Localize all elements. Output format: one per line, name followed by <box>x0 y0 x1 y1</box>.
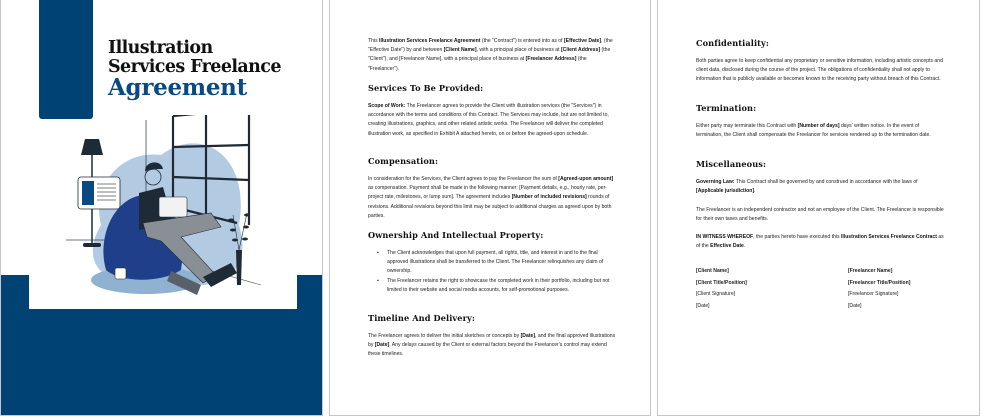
client-title-field: [Client Title/Position] <box>696 279 747 286</box>
text: , the parties hereto have executed this <box>753 234 841 240</box>
scope-label: Scope of Work: <box>368 103 406 109</box>
contract-page-2 <box>329 0 651 416</box>
cover-navy-tab <box>39 0 93 119</box>
governing-law-paragraph <box>696 178 946 196</box>
placeholder-freelancer-address: [Freelancer Address] <box>525 56 577 63</box>
governing-law-label: Governing Law: <box>696 179 735 185</box>
freelancer-signature-block <box>848 266 910 312</box>
text: days' written notice. In the event of termination, the Client shall compensate the Freelancer for services rendered up to the termination date. <box>696 123 931 139</box>
heading-services: Services To Be Provided: <box>368 83 484 93</box>
timeline-paragraph <box>368 332 618 360</box>
text: The Freelancer agrees to provide the Client with illustration services (the "Services") in accordance with the terms and conditions of this Contract. The Services may include, but are not limited to, creating illustrations, graphics, and other related artistic works. The Freelancer will deliver the completed illustration work, as specified in Exhibit A attached hereto, on or before the agreed-upon schedule. <box>368 103 609 137</box>
bullet-text: The Client acknowledges that upon full payment, all rights, title, and interest in and to the final approved illustrations shall be transferred to the Client. The Freelancer relinquishes any claim of ownership. <box>387 250 604 275</box>
placeholder-days: [Number of days] <box>797 123 840 129</box>
confidentiality-paragraph <box>696 57 946 85</box>
cover-title-line3: Agreement <box>108 74 247 101</box>
placeholder-client-name: [Client Name] <box>443 47 477 54</box>
cover-title-line2: Services Freelance <box>108 57 281 77</box>
placeholder-client-address: [Client Address] <box>560 47 601 54</box>
heading-termination: Termination: <box>696 103 757 113</box>
text: Either party may terminate this Contract with <box>696 123 798 129</box>
client-signature-block <box>696 266 747 312</box>
text: , and the final approved illustrations by <box>368 333 616 349</box>
bold-text: Illustration Services Freelance Contract <box>840 234 937 240</box>
contract-page-3 <box>657 0 980 416</box>
cover-title-line1: Illustration <box>108 38 213 58</box>
intro-paragraph <box>368 37 618 74</box>
placeholder-jurisdiction: [Applicable jurisdiction] <box>696 188 755 195</box>
bold-text: Effective Date <box>710 243 744 250</box>
bullet-icon: ▪ <box>377 278 379 284</box>
freelancer-date-field: [Date] <box>848 302 862 309</box>
ownership-bullet-1 <box>377 249 617 277</box>
services-paragraph <box>368 102 618 139</box>
text: This Contract shall be governed by and construed in accordance with the laws of <box>734 179 918 185</box>
text: . Any delays caused by the Client or external factors beyond the Freelancer's control may extend these timelines. <box>368 342 607 358</box>
text: In consideration for the Services, the Client agrees to pay the Freelancer the sum of <box>368 176 559 182</box>
placeholder-revisions: [Number of included revisions] <box>511 194 587 201</box>
compensation-paragraph <box>368 175 618 221</box>
text: rounds of revisions. Additional revisions beyond this limit may be subject to additional charges as agreed upon by both parties. <box>368 194 612 219</box>
text: . <box>754 188 756 195</box>
text: as of the <box>696 234 944 250</box>
text: as compensation. Payment shall be made in the following manner: [Payment details, e.g., hourly rate, per-project rate, milestones, or lump sum]. The agreement includes <box>368 185 607 201</box>
heading-compensation: Compensation: <box>368 156 439 166</box>
heading-confidentiality: Confidentiality: <box>696 38 770 48</box>
placeholder-effective-date: [Effective Date] <box>563 38 602 44</box>
freelancer-illustration <box>61 115 281 310</box>
heading-timeline: Timeline And Delivery: <box>368 313 475 323</box>
text: . <box>743 243 746 250</box>
text: This <box>368 38 380 44</box>
placeholder-date: [Date] <box>520 333 536 339</box>
heading-ownership: Ownership And Intellectual Property: <box>368 230 544 240</box>
bold-text: IN WITNESS WHEREOF <box>696 234 754 240</box>
ownership-bullet-2 <box>377 277 617 295</box>
bullet-text: The Freelancer retains the right to showcase the completed work in their portfolio, including but not limited to their website and social media accounts, for self-promotional purposes. <box>387 278 610 294</box>
placeholder-amount: [Agreed-upon amount] <box>558 176 614 182</box>
witness-paragraph <box>696 233 946 251</box>
independent-contractor-paragraph <box>696 206 946 224</box>
text: The Freelancer is an independent contractor and not an employee of the Client. The Freelancer is responsible for their own taxes and benefits. <box>696 207 944 223</box>
cover-title <box>108 38 281 101</box>
termination-paragraph <box>696 122 946 140</box>
bullet-icon: ▪ <box>377 250 379 256</box>
text: , (the "Effective Date") by and between <box>368 38 613 54</box>
client-signature-field: [Client Signature] <box>696 291 736 297</box>
client-name-field: [Client Name] <box>696 268 729 274</box>
freelancer-signature-field: [Freelancer Signature] <box>848 291 899 297</box>
text: (the "Freelancer"). <box>368 56 587 72</box>
text: , with a principal place of business at <box>476 47 561 54</box>
client-date-field: [Date] <box>696 302 710 309</box>
text: Both parties agree to keep confidential any proprietary or sensitive information, including artistic concepts and client data, disclosed during the course of the project. The obligations of confidentiality shall not apply to information that is publicly available or becomes known to the receiving party without breach of this Contract. <box>696 58 943 83</box>
cover-page <box>0 0 323 416</box>
text: (the "Contract") is entered into as of <box>480 38 564 44</box>
freelancer-name-field: [Freelancer Name] <box>848 268 893 274</box>
heading-miscellaneous: Miscellaneous: <box>696 159 767 169</box>
text: The Freelancer agrees to deliver the initial sketches or concepts by <box>368 333 521 339</box>
placeholder-date: [Date] <box>374 342 390 349</box>
text: (the "Client"), and [Freelancer Name], with a principal place of business at <box>368 47 611 63</box>
bold-text: Illustration Services Freelance Agreement <box>379 38 481 44</box>
freelancer-title-field: [Freelancer Title/Position] <box>848 279 911 286</box>
